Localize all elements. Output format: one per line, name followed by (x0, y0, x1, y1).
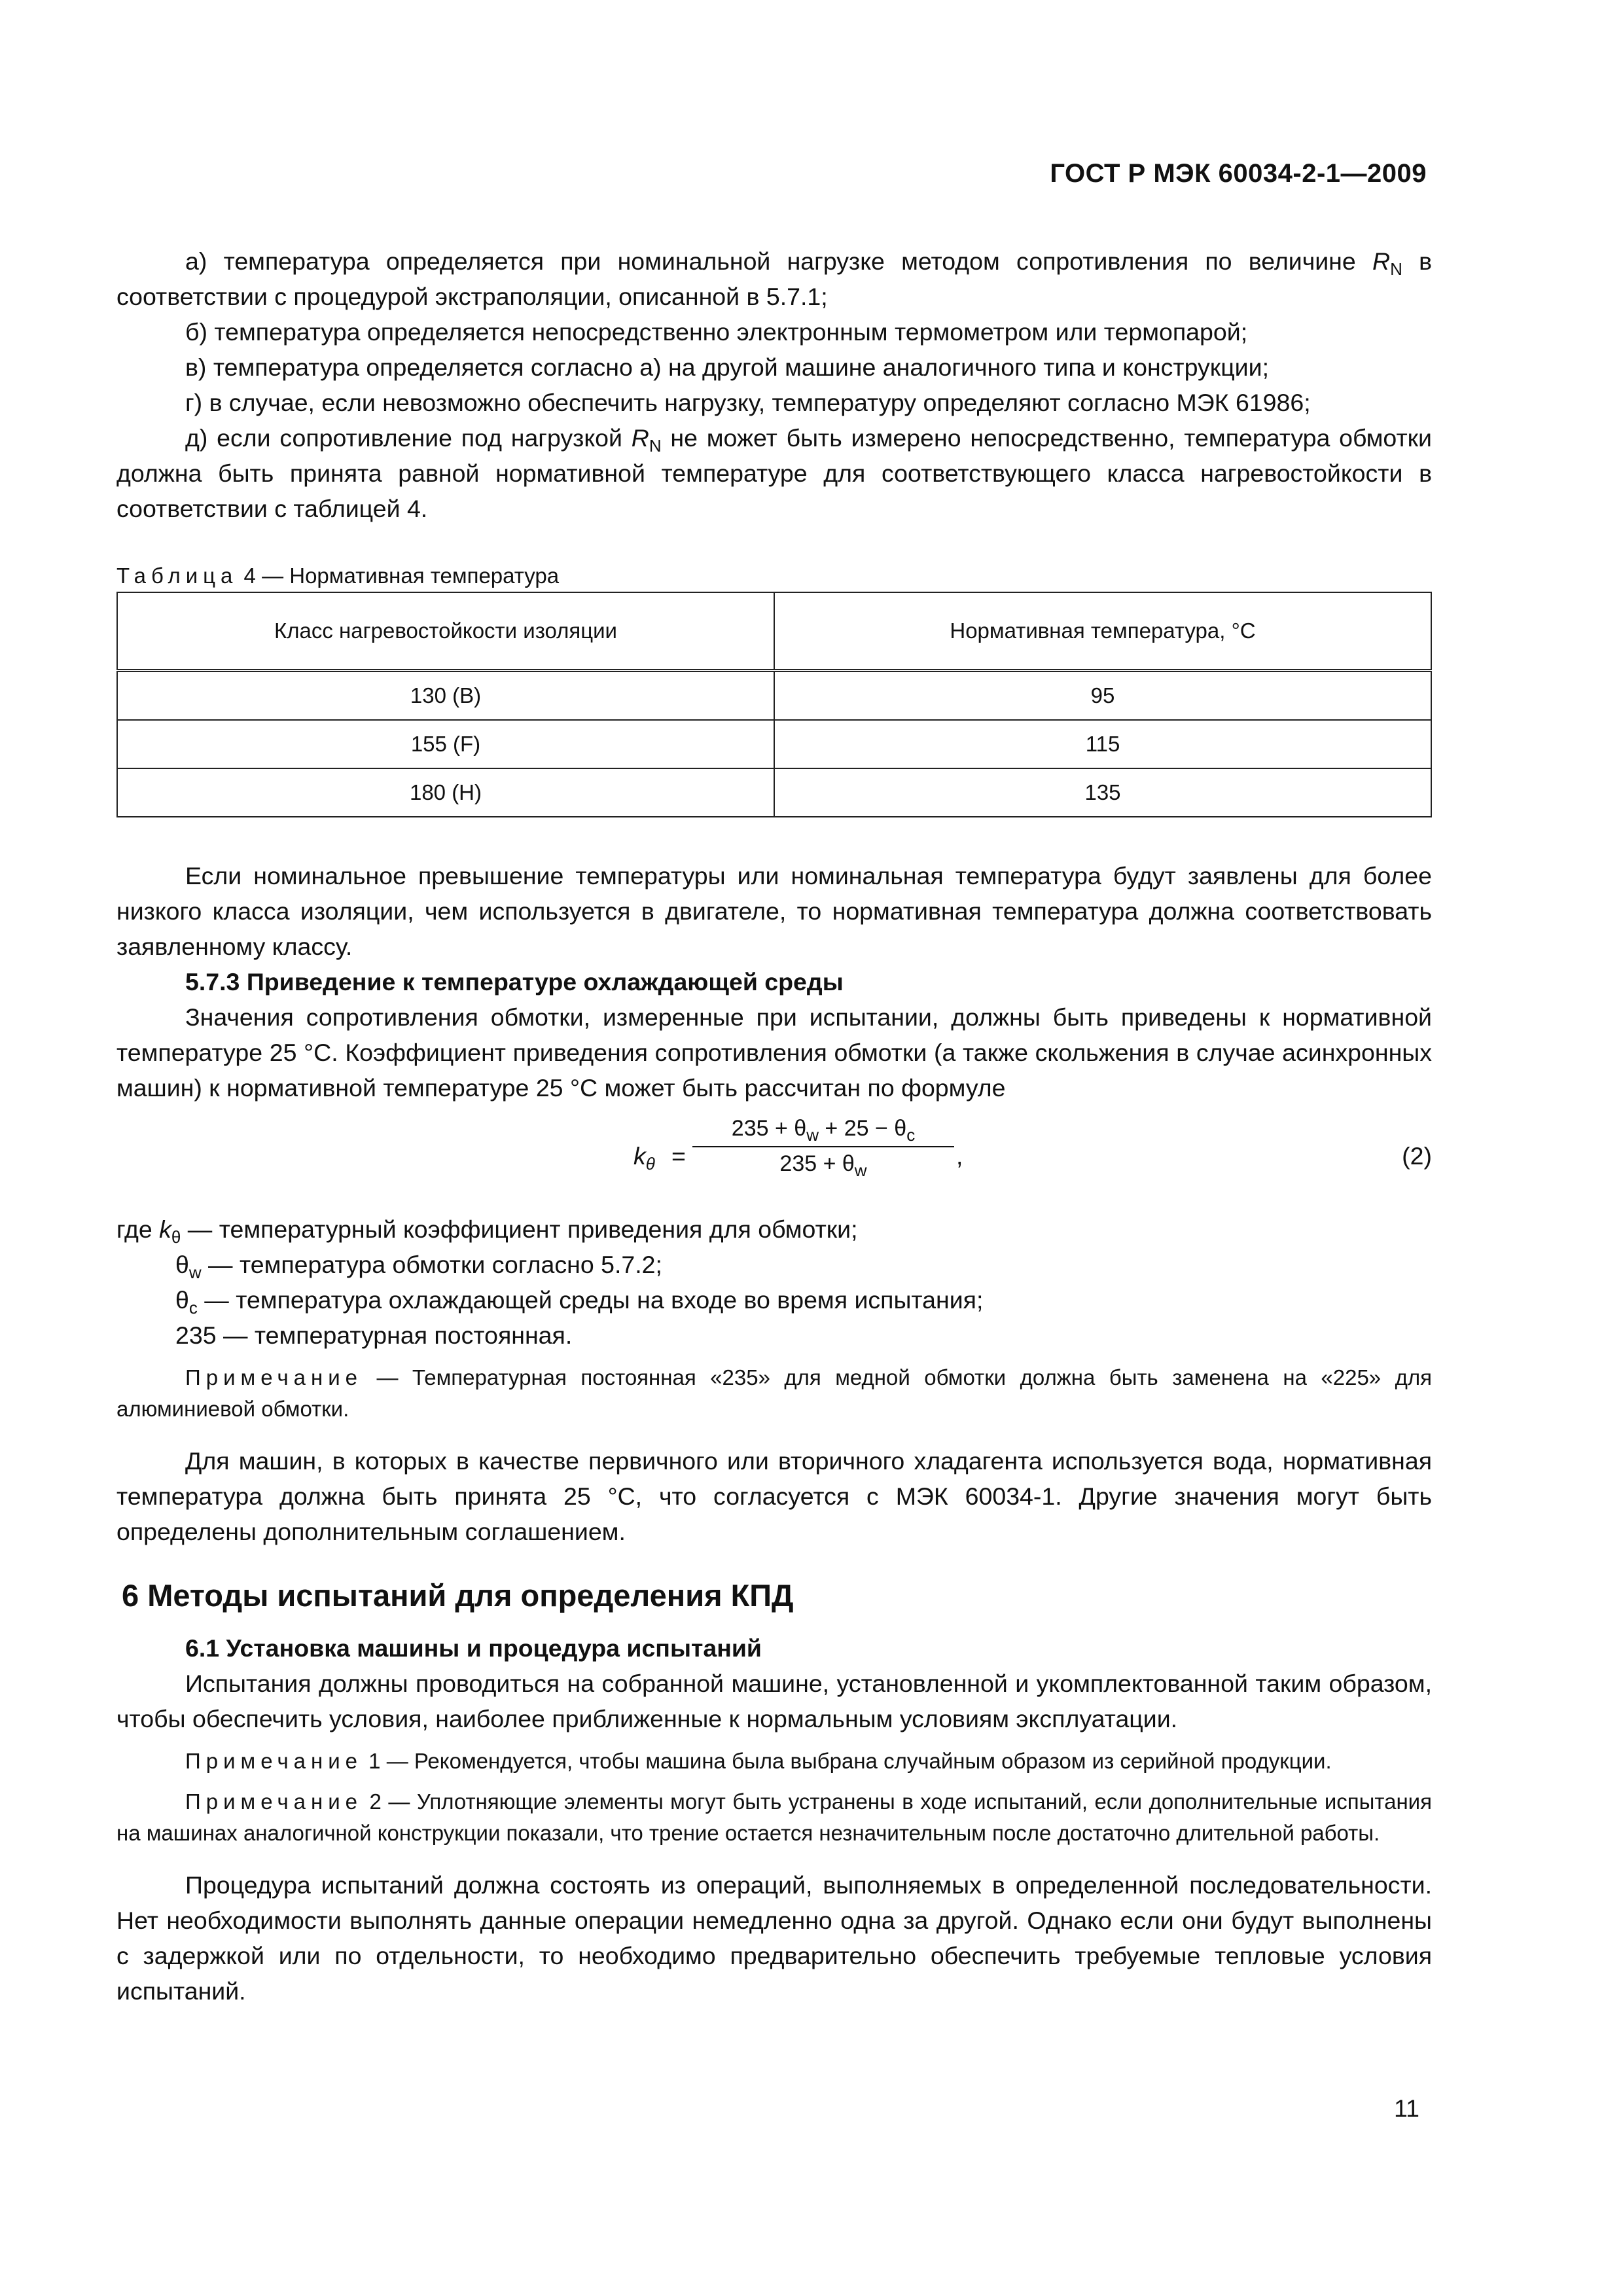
table-caption-text: 4 — Нормативная температура (238, 564, 560, 588)
list-item-a-text: а) температура определяется при номинальной нагрузке методом сопротивления по величине (185, 247, 1372, 275)
formula-number: (2) (1402, 1142, 1432, 1170)
where-tc-text: — температура охлаждающей среды на входе во время испытания; (197, 1286, 984, 1314)
where-tw-text: — температура обмотки согласно 5.7.2; (201, 1251, 662, 1278)
paragraph-class: Если номинальное превышение температуры или номинальная температура будут заявлены для более низкого класса изоляции, чем используется в двигателе, то нормативная температура должна соответствовать заявленному классу. (116, 862, 1432, 960)
list-item-b: б) температура определяется непосредственно электронным термометром или термопарой; (185, 318, 1248, 346)
where-intro: где (116, 1215, 160, 1243)
note-235 (116, 1362, 1432, 1425)
note-1 (116, 1746, 1432, 1777)
section-heading-6: 6 Методы испытаний для определения КПД (122, 1578, 794, 1613)
paragraph-water: Для машин, в которых в качестве первичного или вторичного хладагента используется вода, нормативная температура должна быть принята 25 °С, что согласуется с МЭК 60034-1. Другие значения могут быть определены дополнительным соглашением. (116, 1447, 1432, 1545)
note-text: 1 — Рекомендуется, чтобы машина была выбрана случайным образом из серийной продукции. (363, 1749, 1332, 1773)
note-text: 2 — Уплотняющие элементы могут быть устранены в ходе испытаний, если дополнительные испытания на машинах аналогичной конструкции показали, что трение остается незначительным после достаточно длительной работы. (116, 1789, 1432, 1845)
where-tc-var: θ (175, 1286, 189, 1314)
formula-numerator (692, 1113, 954, 1147)
formula-den-part: 235 + θ (779, 1151, 855, 1176)
formula-den-sub: w (854, 1160, 867, 1180)
list-item-e (116, 420, 1432, 526)
var-r-sub: N (649, 436, 662, 456)
where-235: 235 — температурная постоянная. (175, 1321, 573, 1349)
list-item-a-text-2: в соответствии с процедурой экстраполяции, описанной в 5.7.1; (116, 247, 1432, 310)
where-tw-sub: w (188, 1263, 202, 1282)
table-cell: 95 (774, 671, 1431, 721)
formula-lhs-k: k (633, 1142, 646, 1170)
where-tc (116, 1282, 1432, 1318)
var-r: R (631, 424, 649, 452)
formula-equals: = (671, 1142, 686, 1170)
list-item-c: в) температура определяется согласно а) на другой машине аналогичного типа и конструкции; (185, 353, 1269, 381)
formula-2 (116, 1113, 1432, 1211)
formula-num-sub2: c (906, 1125, 916, 1145)
formula-fraction (692, 1113, 954, 1180)
formula-comma: , (956, 1142, 963, 1170)
where-k-text: — температурный коэффициент приведения для обмотки; (181, 1215, 858, 1243)
table-cell: 180 (Н) (117, 768, 774, 817)
note-2 (116, 1786, 1432, 1849)
formula-lhs (633, 1138, 655, 1174)
table-reference-temperature (116, 592, 1432, 817)
formula-num-part2: + 25 − θ (818, 1116, 907, 1141)
list-item-d: г) в случае, если невозможно обеспечить нагрузку, температуру определяют согласно МЭК 61986; (185, 389, 1311, 416)
document-body (116, 243, 1432, 2009)
paragraph-procedure: Процедура испытаний должна состоять из операций, выполняемых в определенной последовательности. Нет необходимости выполнять данные операции немедленно одна за другой. Однако если они будут выполнены с задержкой или по отдельности, то необходимо предварительно обеспечить требуемые тепловые условия испытаний. (116, 1871, 1432, 2005)
table-cell: 130 (В) (117, 671, 774, 721)
list-item-e-text: д) если сопротивление под нагрузкой (185, 424, 632, 452)
where-k (116, 1211, 1432, 1247)
formula-num-sub1: w (806, 1125, 819, 1145)
document-header: ГОСТ Р МЭК 60034-2-1—2009 (1050, 159, 1427, 188)
table-cell: 115 (774, 720, 1431, 768)
where-tw (116, 1247, 1432, 1282)
table-row (117, 768, 1431, 817)
paragraph-6-1: Испытания должны проводиться на собранной машине, установленной и укомплектованной таким образом, чтобы обеспечить условия, наиболее приближенные к нормальным условиям эксплуатации. (116, 1670, 1432, 1732)
list-item-e-text-2: не может быть измерено непосредственно, температура обмотки должна быть принята равной нормативной температуре для соответствующего класса нагревостойкости в соответствии с таблицей 4. (116, 424, 1432, 522)
formula-num-part1: 235 + θ (731, 1116, 807, 1141)
where-tc-sub: с (188, 1298, 198, 1318)
where-k-sub: θ (171, 1227, 181, 1247)
where-tw-var: θ (175, 1251, 189, 1278)
table-row (117, 720, 1431, 768)
note-label: Примечание (185, 1749, 363, 1773)
page-number: 11 (1394, 2094, 1419, 2122)
var-r: R (1372, 247, 1391, 275)
table-cell: 155 (F) (117, 720, 774, 768)
paragraph-5-7-3: Значения сопротивления обмотки, измеренные при испытании, должны быть приведены к нормативной температуре 25 °С. Коэффициент приведения сопротивления обмотки (а также скольжения в случае асинхронных машин) к нормативной температуре 25 °С может быть рассчитан по формуле (116, 1003, 1432, 1102)
formula-lhs-sub: θ (645, 1154, 655, 1174)
section-heading-5-7-3: 5.7.3 Приведение к температуре охлаждающей среды (185, 968, 844, 996)
table-header-temperature: Нормативная температура, °С (774, 592, 1431, 671)
note-label: Примечание (185, 1365, 363, 1390)
formula-denominator (692, 1147, 954, 1180)
table-caption-label: Таблица (116, 564, 238, 588)
section-heading-6-1: 6.1 Установка машины и процедура испытаний (185, 1634, 762, 1662)
table-cell: 135 (774, 768, 1431, 817)
table-row (117, 671, 1431, 721)
note-text: — Температурная постоянная «235» для медной обмотки должна быть заменена на «225» для алюминиевой обмотки. (116, 1365, 1432, 1421)
where-k-var: k (159, 1215, 171, 1243)
note-label: Примечание (185, 1789, 363, 1814)
list-item-a (116, 243, 1432, 314)
var-r-sub: N (1390, 259, 1402, 279)
table-caption (116, 560, 1432, 592)
table-header-class: Класс нагревостойкости изоляции (117, 592, 774, 671)
